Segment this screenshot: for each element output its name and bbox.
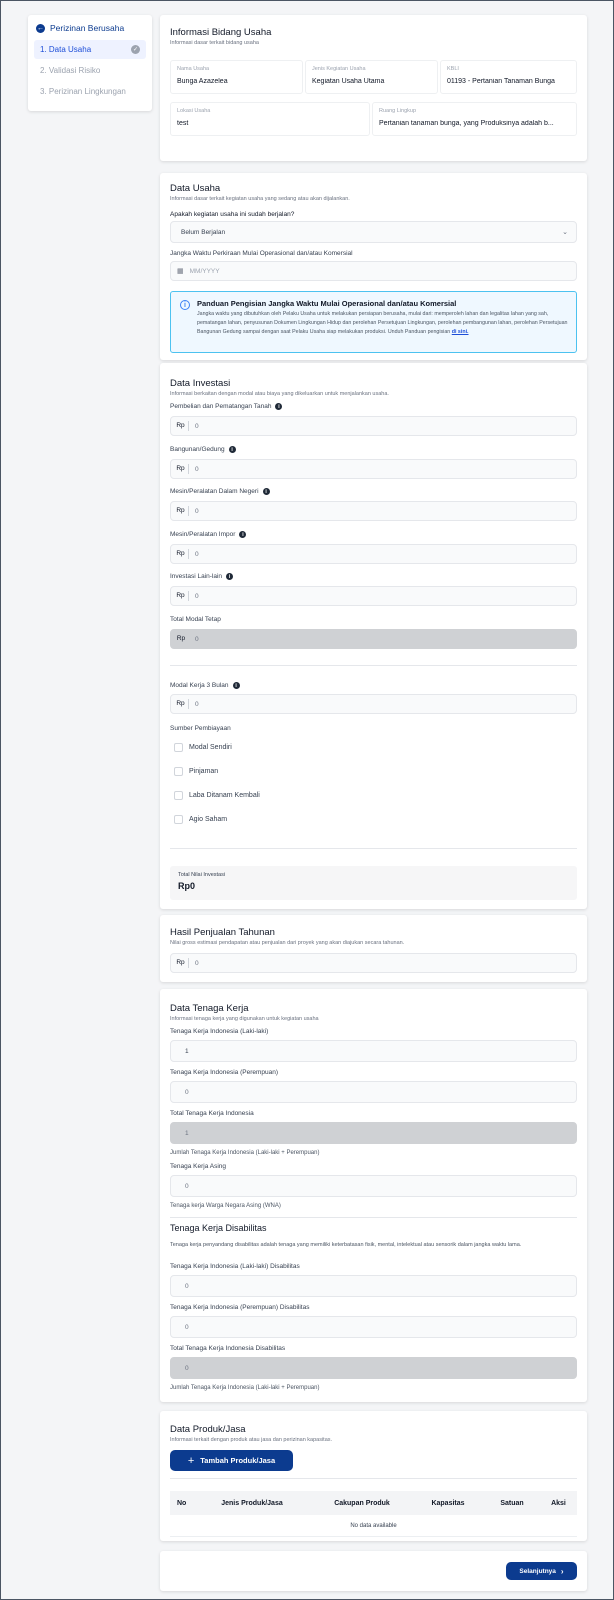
- card-title: Informasi Bidang Usaha: [170, 27, 272, 38]
- status-question-label: Apakah kegiatan usaha ini sudah berjalan?: [170, 211, 295, 218]
- info-key: Ruang Lingkup: [379, 108, 417, 114]
- column-header: Satuan: [500, 1499, 524, 1507]
- bangunan-label: [170, 446, 236, 453]
- label-text: Mesin/Peralatan Dalam Negeri: [170, 488, 259, 495]
- dis-laki-label: Tenaga Kerja Indonesia (Laki-laki) Disabilitas: [170, 1263, 300, 1270]
- info-nama-usaha: [170, 60, 303, 94]
- info-icon[interactable]: i: [275, 403, 282, 410]
- sumber-pembiayaan-label: Sumber Pembiayaan: [170, 725, 231, 732]
- label-text: Pembelian dan Pematangan Tanah: [170, 403, 272, 410]
- input-value: 0: [195, 635, 199, 643]
- next-button[interactable]: [506, 1562, 577, 1580]
- mesin-dn-input[interactable]: [170, 501, 577, 521]
- info-lokasi-usaha: [170, 102, 370, 136]
- checkbox-modal-sendiri[interactable]: [174, 743, 232, 752]
- info-icon[interactable]: i: [263, 488, 270, 495]
- currency-prefix: Rp: [176, 635, 186, 642]
- bangunan-input[interactable]: [170, 459, 577, 479]
- checkbox-agio-saham[interactable]: [174, 815, 227, 824]
- input-value: 0: [185, 1282, 189, 1290]
- input-value: 0: [195, 550, 199, 558]
- input-value: 0: [195, 959, 199, 967]
- checkbox[interactable]: [174, 815, 183, 824]
- card-subtitle: Informasi tenaga kerja yang digunakan untuk kegiatan usaha: [170, 1016, 319, 1022]
- input-value: 0: [195, 507, 199, 515]
- label-text: Mesin/Peralatan Impor: [170, 531, 236, 538]
- empty-row: [170, 1515, 577, 1537]
- total-value: Rp0: [178, 881, 196, 891]
- label-text: Bangunan/Gedung: [170, 446, 225, 453]
- mesin-impor-label: [170, 531, 246, 538]
- check-icon: ✓: [132, 47, 139, 53]
- checkbox-label: Agio Saham: [189, 816, 228, 823]
- card-title: Data Produk/Jasa: [170, 1424, 246, 1435]
- info-key: Jenis Kegiatan Usaha: [312, 66, 366, 72]
- label-text: Investasi Lain-lain: [170, 573, 223, 580]
- info-icon[interactable]: i: [229, 446, 236, 453]
- disabilitas-title: Tenaga Kerja Disabilitas: [170, 1223, 267, 1233]
- arrow-left-icon: ←: [37, 24, 44, 32]
- input-value: 0: [195, 592, 199, 600]
- input-value: 0: [195, 422, 199, 430]
- checkbox-pinjaman[interactable]: [174, 767, 218, 776]
- disabilitas-desc: Tenaga kerja penyandang disabilitas adalah tenaga yang memiliki keterbatasan fisik, mental, intelektual atau sensorik dalam jangka waktu lama.: [170, 1242, 522, 1248]
- column-header: Kapasitas: [431, 1499, 465, 1507]
- select-value: Belum Berjalan: [181, 228, 226, 236]
- info-value: Bunga Azazelea: [177, 78, 228, 85]
- info-value: 01193 - Pertanian Tanaman Bunga: [447, 78, 555, 85]
- notice-body: [197, 310, 568, 337]
- penjualan-input[interactable]: [170, 953, 577, 973]
- checkbox-label: Pinjaman: [189, 768, 219, 775]
- input-value: 0: [195, 465, 199, 473]
- info-jenis-kegiatan: [305, 60, 438, 94]
- step-data-usaha[interactable]: [34, 40, 146, 59]
- total-tki-helper: Jumlah Tenaga Kerja Indonesia (Laki-laki + Perempuan): [170, 1150, 320, 1156]
- currency-prefix: Rp: [173, 699, 189, 709]
- date-placeholder: MM/YYYY: [189, 267, 220, 275]
- data-investasi-card: [160, 363, 587, 909]
- step-label: 1. Data Usaha: [40, 45, 92, 54]
- step-validasi-risiko[interactable]: [34, 61, 146, 80]
- produk-table: [170, 1491, 577, 1537]
- bidang-usaha-card: [160, 15, 587, 161]
- mesin-dn-label: [170, 488, 270, 495]
- currency-prefix: Rp: [173, 549, 189, 559]
- column-header: No: [177, 1499, 187, 1507]
- card-title: Data Tenaga Kerja: [170, 1003, 249, 1014]
- calendar-icon: ▦: [177, 268, 184, 275]
- info-kbli: [440, 60, 577, 94]
- total-label: Total Nilai Investasi: [178, 872, 226, 878]
- tka-label: Tenaga Kerja Asing: [170, 1163, 227, 1170]
- checkbox[interactable]: [174, 743, 183, 752]
- info-key: Lokasi Usaha: [177, 108, 211, 114]
- back-link[interactable]: [34, 23, 146, 33]
- input-value: 0: [195, 700, 199, 708]
- penjualan-card: [160, 915, 587, 982]
- checkbox[interactable]: [174, 791, 183, 800]
- date-label: Jangka Waktu Perkiraan Mulai Operasional dan/atau Komersial: [170, 250, 353, 257]
- column-header: Jenis Produk/Jasa: [221, 1499, 283, 1507]
- section-divider: [170, 1217, 577, 1218]
- step-label: 2. Validasi Risiko: [40, 66, 101, 75]
- input-value: 0: [185, 1323, 189, 1331]
- input-value: 1: [185, 1047, 189, 1055]
- info-key: Nama Usaha: [177, 66, 210, 72]
- currency-prefix: Rp: [173, 591, 189, 601]
- tki-perempuan-label: Tenaga Kerja Indonesia (Perempuan): [170, 1069, 279, 1076]
- dis-perempuan-label: Tenaga Kerja Indonesia (Perempuan) Disabilitas: [170, 1304, 310, 1311]
- currency-prefix: Rp: [173, 958, 189, 968]
- card-subtitle: Informasi terkait dengan produk atau jasa dan perizinan kapasitas.: [170, 1437, 333, 1443]
- info-key: KBLI: [447, 66, 459, 72]
- investasi-lain-input[interactable]: [170, 586, 577, 606]
- stepper-sidebar: [28, 15, 152, 111]
- currency-prefix: Rp: [173, 421, 189, 431]
- download-guide-link[interactable]: di sini.: [451, 329, 469, 335]
- plus-icon: +: [187, 1454, 195, 1467]
- date-input[interactable]: [170, 261, 577, 281]
- footer-card: [160, 1551, 587, 1591]
- notice-text: Jangka waktu yang dibutuhkan oleh Pelaku Usaha untuk melakukan persiapan berusaha, mulai dari: memperoleh lahan dan legalitas lahan yang sah, pematangan lahan, penyusunan Dokumen Lingkungan Hidup dan perolehan Persetujuan Lingkungan, perolehan pembangunan lahan, perolehan Persetujuan Bangunan Gedung sampai dengan saat Pelaku Usaha siap melakukan produksi. Unduh Panduan pengisian: [197, 311, 568, 335]
- tanah-input[interactable]: [170, 416, 577, 436]
- label-text: Modal Kerja 3 Bulan: [170, 682, 229, 689]
- button-label: Selanjutnya: [519, 1567, 556, 1575]
- modal-kerja-input[interactable]: [170, 694, 577, 714]
- tka-input[interactable]: [170, 1175, 577, 1197]
- total-modal-label: Total Modal Tetap: [170, 616, 221, 623]
- card-title: Hasil Penjualan Tahunan: [170, 927, 275, 938]
- tka-helper: Tenaga kerja Warga Negara Asing (WNA): [170, 1203, 281, 1209]
- tenaga-kerja-card: [160, 989, 587, 1402]
- currency-prefix: Rp: [173, 506, 189, 516]
- info-icon[interactable]: i: [233, 682, 240, 689]
- checkbox[interactable]: [174, 767, 183, 776]
- step-label: 3. Perizinan Lingkungan: [40, 87, 126, 96]
- dis-total-field: [170, 1357, 577, 1379]
- add-product-button[interactable]: [170, 1450, 293, 1471]
- produk-card: [160, 1411, 587, 1541]
- tki-laki-input[interactable]: [170, 1040, 577, 1062]
- card-title: Data Usaha: [170, 183, 221, 194]
- checkbox-label: Laba Ditanam Kembali: [189, 792, 260, 799]
- modal-kerja-label: [170, 682, 240, 689]
- back-label: Perizinan Berusaha: [50, 23, 125, 33]
- tanah-label: [170, 403, 282, 410]
- input-value: 0: [185, 1182, 189, 1190]
- card-subtitle: Informasi berkaitan dengan modal atau biaya yang dikeluarkan untuk menjalankan usaha.: [170, 391, 389, 397]
- column-header: Aksi: [551, 1499, 566, 1507]
- dis-laki-input[interactable]: [170, 1275, 577, 1297]
- card-subtitle: Informasi dasar terkait kegiatan usaha yang sedang atau akan dijalankan.: [170, 196, 350, 202]
- column-header: Cakupan Produk: [334, 1499, 390, 1507]
- currency-prefix: Rp: [173, 464, 189, 474]
- chevron-right-icon: ›: [560, 1566, 564, 1576]
- info-ruang-lingkup: [372, 102, 577, 136]
- investasi-lain-label: [170, 573, 233, 580]
- data-usaha-card: [160, 173, 587, 360]
- empty-text: No data available: [350, 1522, 397, 1529]
- info-value: Pertanian tanaman bunga, yang Produksinya adalah b...: [379, 120, 554, 127]
- input-value: 1: [185, 1129, 189, 1137]
- total-modal-field: [170, 629, 577, 649]
- info-icon[interactable]: i: [239, 531, 246, 538]
- tki-perempuan-input[interactable]: [170, 1081, 577, 1103]
- mesin-impor-input[interactable]: [170, 544, 577, 564]
- info-icon[interactable]: i: [226, 573, 233, 580]
- dis-total-label: Total Tenaga Kerja Indonesia Disabilitas: [170, 1345, 286, 1352]
- section-divider: [170, 848, 577, 849]
- total-investasi-box: [170, 866, 577, 900]
- section-divider: [170, 1478, 577, 1479]
- tki-laki-label: Tenaga Kerja Indonesia (Laki-laki): [170, 1028, 269, 1035]
- button-label: Tambah Produk/Jasa: [200, 1456, 276, 1465]
- card-subtitle: Informasi dasar terkait bidang usaha: [170, 40, 259, 46]
- info-value: test: [177, 120, 189, 127]
- input-value: 0: [185, 1364, 189, 1372]
- table-header: [170, 1491, 577, 1515]
- card-title: Data Investasi: [170, 378, 231, 389]
- info-value: Kegiatan Usaha Utama: [312, 78, 385, 85]
- dis-perempuan-input[interactable]: [170, 1316, 577, 1338]
- dis-total-helper: Jumlah Tenaga Kerja Indonesia (Laki-laki + Perempuan): [170, 1385, 320, 1391]
- guidance-notice: [170, 291, 577, 353]
- step-perizinan-lingkungan[interactable]: [34, 82, 146, 101]
- section-divider: [170, 665, 577, 666]
- notice-title: Panduan Pengisian Jangka Waktu Mulai Operasional dan/atau Komersial: [197, 299, 457, 308]
- card-subtitle: Nilai gross estimasi pendapatan atau penjualan dari proyek yang akan diajukan secara tahunan.: [170, 940, 405, 946]
- checkbox-label: Modal Sendiri: [189, 744, 232, 751]
- checkbox-laba-ditanam[interactable]: [174, 791, 260, 800]
- total-tki-field: [170, 1122, 577, 1144]
- input-value: 0: [185, 1088, 189, 1096]
- status-select[interactable]: [170, 221, 577, 243]
- info-icon: i: [180, 300, 190, 310]
- chevron-down-icon: ⌄: [562, 229, 568, 236]
- total-tki-label: Total Tenaga Kerja Indonesia: [170, 1110, 254, 1117]
